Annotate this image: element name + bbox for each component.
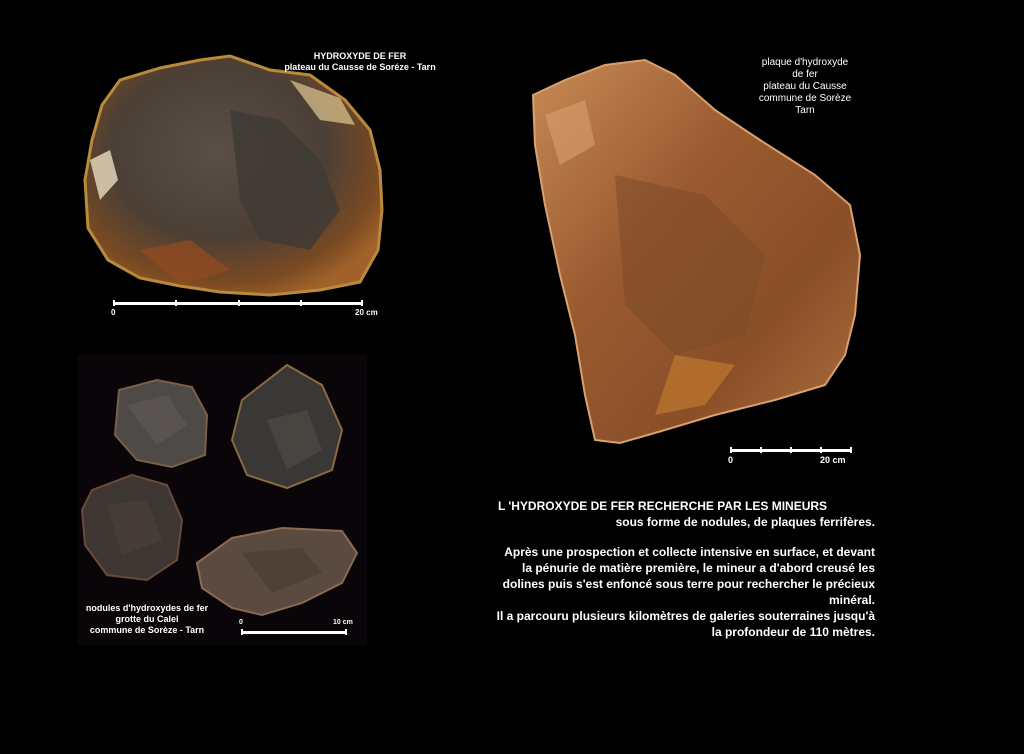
scale-start-label: 0 (239, 619, 243, 626)
iron-hydroxide-rock-photo (80, 50, 390, 300)
scale-start-label: 0 (111, 308, 116, 317)
nodules-scale-bar (239, 619, 353, 643)
scale-tick (241, 629, 243, 635)
scale-tick (820, 447, 822, 453)
paragraph-line: dolines puis s'est enfoncé sous terre pour rechercher le précieux (502, 577, 875, 591)
nodules-caption (77, 603, 217, 636)
nodule-photo (227, 360, 347, 490)
main-title: L 'HYDROXYDE DE FER RECHERCHE PAR LES MINEURS (497, 499, 828, 513)
nodules-photo-panel (77, 355, 367, 645)
nodules-caption-line: nodules d'hydroxydes de fer (85, 603, 209, 613)
scale-line (241, 631, 347, 634)
paragraph-line: la pénurie de matière première, le mineur a d'abord creusé les (522, 561, 875, 575)
nodules-caption-line: commune de Sorèze - Tarn (89, 625, 205, 635)
scale-tick (175, 300, 177, 306)
nodules-caption-line: grotte du Calel (115, 614, 179, 624)
scale-tick (850, 447, 852, 453)
paragraph-line: la profondeur de 110 mètres. (711, 625, 875, 639)
scale-tick (790, 447, 792, 453)
paragraph-line: minéral. (828, 593, 875, 607)
rock1-scale-bar (111, 302, 378, 322)
scale-end-label: 10 cm (333, 619, 353, 626)
scale-tick (730, 447, 732, 453)
paragraph-line: Après une prospection et collecte intensive en surface, et devant (504, 545, 875, 559)
scale-tick (238, 300, 240, 306)
scale-tick (361, 300, 363, 306)
scale-end-label: 20 cm (820, 455, 846, 465)
nodule-photo (107, 375, 212, 470)
scale-end-label: 20 cm (355, 308, 378, 317)
scale-start-label: 0 (728, 455, 734, 465)
rock2-caption-line: plateau du Causse (763, 81, 847, 92)
rock2-caption (735, 57, 875, 117)
rock2-caption-line: commune de Sorèze (758, 93, 852, 104)
rock1-caption-line: plateau du Causse de Soréze - Tarn (284, 62, 436, 72)
scale-tick (760, 447, 762, 453)
main-subtitle: sous forme de nodules, de plaques ferrifères. (615, 515, 875, 529)
rock1-caption-line: HYDROXYDE DE FER (313, 51, 407, 61)
rock2-caption-line: de fer (792, 69, 818, 80)
paragraph-line: Il a parcouru plusieurs kilomètres de galeries souterraines jusqu'à (496, 609, 875, 623)
rock1-caption (275, 51, 445, 73)
rock2-caption-line: plaque d'hydroxyde (761, 57, 849, 68)
scale-tick (345, 629, 347, 635)
nodule-photo (192, 523, 362, 618)
main-text (410, 498, 875, 640)
rock2-caption-line: Tarn (795, 105, 815, 116)
nodule-photo (77, 470, 187, 585)
scale-tick (113, 300, 115, 306)
scale-tick (300, 300, 302, 306)
rock2-scale-bar (730, 449, 855, 469)
